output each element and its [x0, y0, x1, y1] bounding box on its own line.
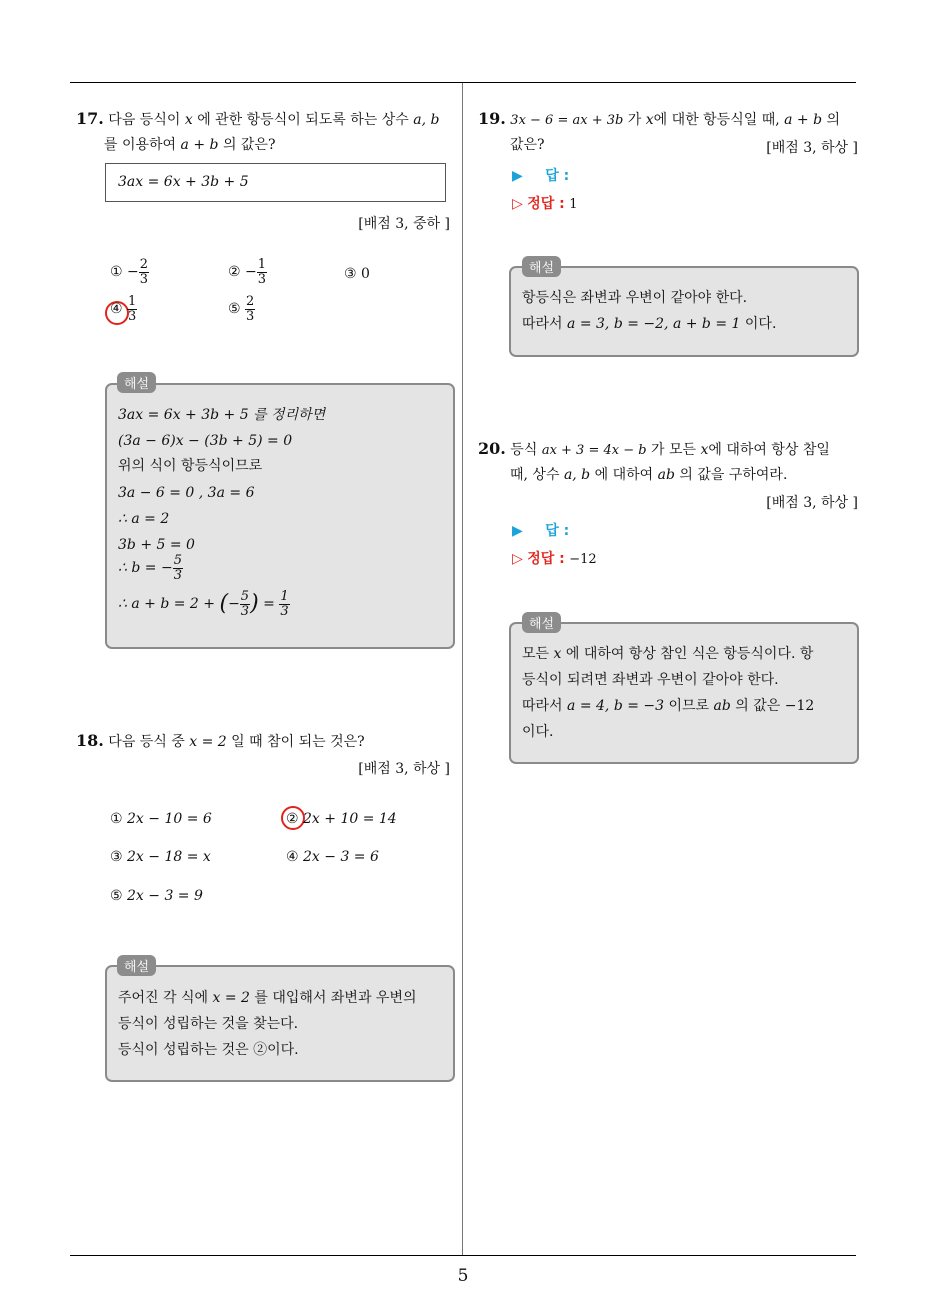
question-number: 20.	[478, 439, 506, 458]
explanation-sum-line: ∴ a + b = 2 + (− $\frac{5}{3}$ ) = $\frac{1}{3}$	[118, 589, 289, 619]
answer-label: 답 :	[545, 168, 570, 184]
play-triangle-icon: ▶	[512, 523, 523, 539]
correct-label: 정답 :	[527, 196, 565, 212]
answer-row	[512, 520, 569, 540]
outline-triangle-icon: ▷	[512, 551, 523, 567]
question-number: 19.	[478, 109, 506, 128]
question-17: 17. 다음 등식이 x 에 관한 항등식이 되도록 하는 상수 a, b	[76, 109, 440, 128]
question-number: 18.	[76, 731, 104, 750]
explanation-tag: 해설	[522, 612, 561, 633]
choice-1[interactable]: ① 2x − 10 = 6	[110, 811, 212, 827]
answer-row	[512, 165, 569, 185]
header-rule	[70, 82, 856, 83]
explanation-tag: 해설	[117, 955, 156, 976]
points-label: [배점 3, 하상 ]	[766, 140, 858, 156]
question-number: 17.	[76, 109, 104, 128]
play-triangle-icon: ▶	[512, 168, 523, 184]
question-20: 20. 등식 ax + 3 = 4x − b 가 모든 x에 대하여 항상 참일	[478, 439, 830, 458]
given-equation: 3ax = 6x + 3b + 5	[118, 174, 249, 190]
outline-triangle-icon: ▷	[512, 196, 523, 212]
correct-value: −12	[569, 552, 597, 567]
page-number: 5	[457, 1266, 469, 1286]
question-19: 19. 3x − 6 = ax + 3b 가 x에 대한 항등식일 때, a + b 의	[478, 109, 841, 128]
choice-2[interactable]: ② 2x + 10 = 14	[286, 811, 397, 827]
answer-label: 답 :	[545, 523, 570, 539]
explanation-tag: 해설	[117, 372, 156, 393]
choice-4[interactable]: ④ $\frac{1}{3}$	[110, 294, 137, 324]
choice-5[interactable]: ⑤ 2x − 3 = 9	[110, 888, 203, 904]
explanation-tag: 해설	[522, 256, 561, 277]
choice-3[interactable]: ③ 2x − 18 = x	[110, 849, 211, 865]
correct-value: 1	[569, 197, 578, 212]
correct-answer-row	[512, 193, 578, 213]
choice-3[interactable]: ③ 0	[344, 266, 370, 282]
points-label: [배점 3, 하상 ]	[358, 761, 450, 777]
points-label: [배점 3, 하상 ]	[766, 495, 858, 511]
question-17-line2: 를 이용하여 a + b 의 값은?	[104, 137, 276, 153]
explanation-b-line: ∴ b = − $\frac{5}{3}$	[118, 553, 182, 583]
question-19-line2: 값은?	[510, 137, 545, 153]
points-label: [배점 3, 중하 ]	[358, 216, 450, 232]
correct-label: 정답 :	[527, 551, 565, 567]
footer-rule	[70, 1255, 856, 1256]
column-divider	[462, 83, 463, 1255]
question-18: 18. 다음 등식 중 x = 2 일 때 참이 되는 것은?	[76, 731, 365, 750]
correct-answer-row	[512, 548, 597, 568]
choice-4[interactable]: ④ 2x − 3 = 6	[286, 849, 379, 865]
choice-5[interactable]: ⑤ $\frac{2}{3}$	[228, 294, 255, 324]
question-20-line2: 때, 상수 a, b 에 대하여 ab 의 값을 구하여라.	[510, 467, 788, 483]
choice-2[interactable]: ② − $\frac{1}{3}$	[228, 257, 267, 287]
choice-1[interactable]: ① − $\frac{2}{3}$	[110, 257, 149, 287]
equation-box	[105, 163, 446, 202]
